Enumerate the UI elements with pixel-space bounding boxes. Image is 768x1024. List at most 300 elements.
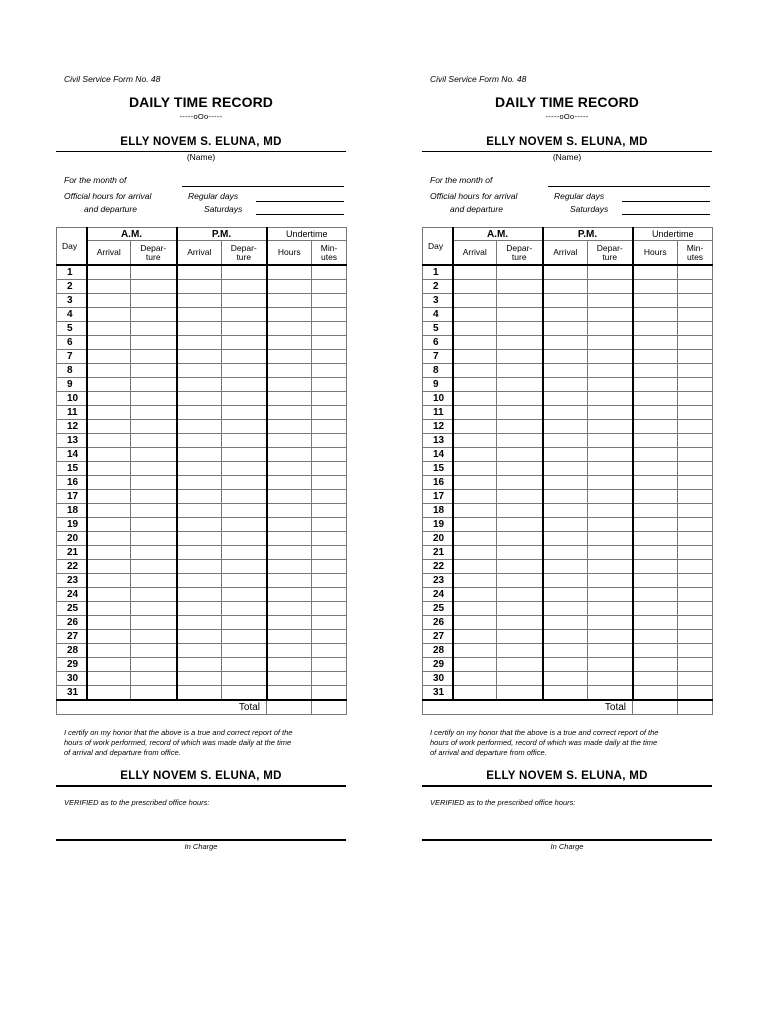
pm-arrival-cell — [543, 308, 588, 322]
am-departure-cell — [497, 378, 543, 392]
undertime-minutes-cell — [678, 434, 713, 448]
day-row — [57, 476, 347, 490]
am-arrival-cell — [87, 308, 131, 322]
am-departure-cell — [131, 686, 177, 701]
pm-arrival-header: Arrival — [543, 241, 588, 266]
pm-arrival-cell — [543, 392, 588, 406]
official-hours-label: Official hours for arrival — [430, 191, 518, 201]
am-arrival-cell — [453, 420, 497, 434]
day-row — [423, 378, 713, 392]
pm-departure-cell — [222, 546, 267, 560]
day-number: 27 — [423, 630, 453, 644]
pm-arrival-cell — [177, 336, 222, 350]
day-number: 23 — [423, 574, 453, 588]
time-record-table — [422, 227, 713, 715]
day-number: 15 — [57, 462, 87, 476]
undertime-minutes-cell — [678, 546, 713, 560]
day-row — [57, 420, 347, 434]
undertime-hours-cell — [267, 336, 312, 350]
am-departure-cell — [497, 420, 543, 434]
undertime-hours-cell — [267, 280, 312, 294]
undertime-minutes-cell — [312, 350, 347, 364]
undertime-hours-cell — [633, 378, 678, 392]
am-arrival-cell — [87, 602, 131, 616]
undertime-hours-cell — [633, 616, 678, 630]
undertime-hours-cell — [633, 672, 678, 686]
pm-departure-cell — [588, 504, 633, 518]
pm-departure-cell — [588, 280, 633, 294]
day-number: 2 — [423, 280, 453, 294]
am-departure-cell — [131, 265, 177, 280]
day-number: 30 — [423, 672, 453, 686]
day-number: 24 — [423, 588, 453, 602]
day-number: 3 — [423, 294, 453, 308]
day-number: 9 — [57, 378, 87, 392]
pm-departure-cell — [588, 265, 633, 280]
pm-arrival-cell — [543, 560, 588, 574]
am-arrival-cell — [453, 574, 497, 588]
undertime-minutes-cell — [678, 658, 713, 672]
pm-departure-cell — [222, 406, 267, 420]
am-departure-cell — [497, 504, 543, 518]
pm-departure-cell — [222, 504, 267, 518]
undertime-hours-cell — [267, 490, 312, 504]
certification-text — [430, 728, 710, 758]
pm-arrival-cell — [543, 280, 588, 294]
day-number: 31 — [57, 686, 87, 701]
am-arrival-cell — [87, 686, 131, 701]
pm-departure-cell — [588, 322, 633, 336]
undertime-hours-cell — [267, 265, 312, 280]
pm-departure-cell — [222, 490, 267, 504]
am-departure-cell — [131, 406, 177, 420]
day-row — [57, 448, 347, 462]
day-row — [423, 532, 713, 546]
total-minutes-cell — [678, 700, 713, 715]
undertime-hours-cell — [633, 308, 678, 322]
undertime-minutes-cell — [312, 532, 347, 546]
regular-days-field-line — [256, 201, 344, 202]
undertime-minutes-cell — [312, 686, 347, 701]
pm-arrival-cell — [543, 532, 588, 546]
day-row — [423, 265, 713, 280]
day-number: 3 — [57, 294, 87, 308]
day-row — [57, 658, 347, 672]
day-number: 5 — [57, 322, 87, 336]
pm-departure-cell — [222, 602, 267, 616]
pm-departure-cell — [222, 574, 267, 588]
day-number: 22 — [57, 560, 87, 574]
am-arrival-cell — [87, 630, 131, 644]
pm-arrival-cell — [177, 630, 222, 644]
am-departure-cell — [131, 518, 177, 532]
am-arrival-cell — [453, 336, 497, 350]
pm-departure-cell — [222, 336, 267, 350]
undertime-minutes-cell — [312, 392, 347, 406]
am-departure-cell — [131, 434, 177, 448]
in-charge-label: In Charge — [184, 842, 218, 851]
am-arrival-cell — [87, 672, 131, 686]
am-arrival-cell — [453, 630, 497, 644]
undertime-hours-cell — [267, 364, 312, 378]
certification-line: of arrival and departure from office. — [430, 748, 547, 757]
form-number: Civil Service Form No. 48 — [64, 74, 161, 84]
undertime-minutes-cell — [678, 490, 713, 504]
undertime-hours-cell — [267, 616, 312, 630]
undertime-minutes-cell — [678, 280, 713, 294]
day-number: 6 — [423, 336, 453, 350]
undertime-minutes-cell — [678, 378, 713, 392]
am-arrival-cell — [453, 378, 497, 392]
undertime-hours-cell — [267, 322, 312, 336]
day-header: Day — [423, 228, 453, 266]
am-departure-cell — [131, 602, 177, 616]
day-row — [57, 336, 347, 350]
pm-arrival-cell — [543, 476, 588, 490]
undertime-hours-cell — [633, 574, 678, 588]
pm-arrival-cell — [543, 294, 588, 308]
undertime-header: Undertime — [633, 228, 713, 241]
pm-arrival-cell — [543, 616, 588, 630]
am-arrival-cell — [87, 490, 131, 504]
am-arrival-cell — [453, 265, 497, 280]
pm-departure-cell — [222, 308, 267, 322]
undertime-minutes-cell — [678, 616, 713, 630]
am-arrival-cell — [87, 280, 131, 294]
day-row — [57, 546, 347, 560]
day-row — [423, 686, 713, 701]
undertime-hours-cell — [633, 532, 678, 546]
day-number: 12 — [423, 420, 453, 434]
am-arrival-cell — [87, 644, 131, 658]
undertime-minutes-cell — [312, 448, 347, 462]
day-row — [57, 616, 347, 630]
day-number: 17 — [57, 490, 87, 504]
pm-arrival-cell — [543, 448, 588, 462]
day-number: 11 — [423, 406, 453, 420]
day-number: 31 — [423, 686, 453, 701]
am-departure-cell — [497, 644, 543, 658]
am-departure-cell — [497, 294, 543, 308]
employee-signature-name: ELLY NOVEM S. ELUNA, MD — [120, 770, 282, 782]
day-row — [423, 490, 713, 504]
certification-line: I certify on my honor that the above is a true and correct report of the — [64, 728, 293, 737]
am-arrival-cell — [453, 686, 497, 701]
am-departure-cell — [497, 434, 543, 448]
pm-arrival-cell — [543, 406, 588, 420]
regular-days-label: Regular days — [554, 191, 605, 201]
pm-departure-cell — [588, 672, 633, 686]
pm-arrival-cell — [177, 588, 222, 602]
am-arrival-cell — [453, 644, 497, 658]
day-number: 18 — [57, 504, 87, 518]
month-field-line — [182, 186, 344, 187]
undertime-minutes-cell — [312, 420, 347, 434]
am-arrival-cell — [87, 532, 131, 546]
pm-departure-cell — [588, 630, 633, 644]
undertime-minutes-cell — [312, 378, 347, 392]
day-number: 28 — [423, 644, 453, 658]
pm-departure-cell — [222, 518, 267, 532]
pm-arrival-cell — [543, 336, 588, 350]
day-row — [57, 434, 347, 448]
day-number: 15 — [423, 462, 453, 476]
undertime-minutes-cell — [678, 364, 713, 378]
am-departure-cell — [131, 322, 177, 336]
pm-departure-cell — [588, 350, 633, 364]
undertime-minutes-cell — [678, 392, 713, 406]
undertime-hours-cell — [267, 588, 312, 602]
am-departure-cell — [131, 560, 177, 574]
am-arrival-cell — [87, 546, 131, 560]
day-number: 19 — [423, 518, 453, 532]
day-row — [57, 308, 347, 322]
pm-departure-cell — [588, 476, 633, 490]
am-departure-cell — [497, 406, 543, 420]
day-number: 17 — [423, 490, 453, 504]
day-row — [423, 602, 713, 616]
day-header: Day — [57, 228, 87, 266]
regular-days-field-line — [622, 201, 710, 202]
pm-arrival-cell — [177, 265, 222, 280]
am-departure-cell — [497, 616, 543, 630]
am-header: A.M. — [453, 228, 543, 241]
undertime-hours-cell — [633, 476, 678, 490]
day-row — [423, 322, 713, 336]
am-arrival-cell — [453, 294, 497, 308]
am-departure-cell — [131, 378, 177, 392]
day-number: 21 — [57, 546, 87, 560]
undertime-hours-cell — [267, 350, 312, 364]
pm-arrival-cell — [177, 392, 222, 406]
pm-departure-header: Depar- ture — [588, 241, 633, 266]
am-departure-cell — [131, 420, 177, 434]
day-number: 12 — [57, 420, 87, 434]
pm-arrival-cell — [543, 265, 588, 280]
am-arrival-cell — [87, 420, 131, 434]
pm-departure-cell — [588, 644, 633, 658]
undertime-minutes-cell — [312, 504, 347, 518]
undertime-hours-cell — [267, 462, 312, 476]
am-departure-cell — [131, 644, 177, 658]
pm-arrival-header: Arrival — [177, 241, 222, 266]
pm-header: P.M. — [177, 228, 267, 241]
pm-departure-cell — [588, 420, 633, 434]
pm-arrival-cell — [177, 490, 222, 504]
am-arrival-header: Arrival — [453, 241, 497, 266]
undertime-minutes-cell — [678, 504, 713, 518]
total-hours-cell — [267, 700, 312, 715]
am-arrival-cell — [87, 378, 131, 392]
pm-departure-cell — [222, 448, 267, 462]
day-number: 25 — [57, 602, 87, 616]
am-departure-cell — [131, 364, 177, 378]
day-row — [423, 448, 713, 462]
am-departure-cell — [497, 364, 543, 378]
pm-departure-cell — [588, 658, 633, 672]
pm-arrival-cell — [177, 448, 222, 462]
am-departure-cell — [497, 350, 543, 364]
pm-arrival-cell — [177, 294, 222, 308]
pm-arrival-cell — [177, 476, 222, 490]
pm-departure-cell — [222, 686, 267, 701]
certification-line: hours of work performed, record of which was made daily at the time — [430, 738, 658, 747]
undertime-hours-cell — [633, 420, 678, 434]
pm-arrival-cell — [543, 350, 588, 364]
day-number: 18 — [423, 504, 453, 518]
undertime-hours-cell — [267, 448, 312, 462]
am-arrival-cell — [87, 574, 131, 588]
saturdays-label: Saturdays — [204, 204, 243, 214]
am-departure-cell — [497, 462, 543, 476]
am-arrival-cell — [87, 560, 131, 574]
day-row — [57, 560, 347, 574]
pm-arrival-cell — [177, 406, 222, 420]
am-departure-cell — [497, 280, 543, 294]
total-label: Total — [57, 700, 267, 715]
undertime-minutes-cell — [678, 672, 713, 686]
pm-departure-cell — [222, 265, 267, 280]
day-row — [57, 350, 347, 364]
am-departure-cell — [497, 265, 543, 280]
am-departure-cell — [131, 350, 177, 364]
pm-departure-cell — [588, 602, 633, 616]
am-departure-cell — [497, 532, 543, 546]
undertime-hours-cell — [267, 686, 312, 701]
undertime-minutes-cell — [312, 364, 347, 378]
day-row — [423, 616, 713, 630]
pm-departure-cell — [588, 364, 633, 378]
pm-arrival-cell — [177, 546, 222, 560]
undertime-hours-cell — [267, 602, 312, 616]
undertime-hours-cell — [267, 672, 312, 686]
day-number: 9 — [423, 378, 453, 392]
day-row — [57, 406, 347, 420]
pm-departure-cell — [222, 462, 267, 476]
pm-arrival-cell — [543, 588, 588, 602]
day-row — [423, 476, 713, 490]
in-charge-label: In Charge — [550, 842, 584, 851]
undertime-hours-cell — [633, 265, 678, 280]
undertime-minutes-cell — [312, 462, 347, 476]
pm-arrival-cell — [177, 574, 222, 588]
day-row — [57, 518, 347, 532]
day-row — [57, 602, 347, 616]
pm-departure-cell — [222, 280, 267, 294]
am-departure-cell — [131, 504, 177, 518]
saturdays-field-line — [256, 214, 344, 215]
day-number: 14 — [423, 448, 453, 462]
am-departure-cell — [131, 672, 177, 686]
am-arrival-cell — [453, 308, 497, 322]
am-departure-cell — [131, 308, 177, 322]
am-arrival-cell — [87, 392, 131, 406]
day-row — [57, 686, 347, 701]
pm-arrival-cell — [543, 546, 588, 560]
undertime-minutes-header: Min- utes — [312, 241, 347, 266]
undertime-hours-header: Hours — [633, 241, 678, 266]
total-minutes-cell — [312, 700, 347, 715]
am-header: A.M. — [87, 228, 177, 241]
day-number: 8 — [423, 364, 453, 378]
am-arrival-cell — [453, 616, 497, 630]
pm-departure-cell — [588, 546, 633, 560]
undertime-minutes-cell — [312, 616, 347, 630]
am-departure-cell — [497, 588, 543, 602]
undertime-hours-cell — [633, 518, 678, 532]
am-arrival-cell — [453, 364, 497, 378]
day-number: 10 — [423, 392, 453, 406]
am-arrival-cell — [87, 265, 131, 280]
official-hours-label: Official hours for arrival — [64, 191, 152, 201]
am-departure-cell — [497, 560, 543, 574]
day-number: 5 — [423, 322, 453, 336]
pm-arrival-cell — [177, 462, 222, 476]
pm-departure-cell — [222, 392, 267, 406]
undertime-hours-cell — [267, 420, 312, 434]
am-arrival-cell — [87, 658, 131, 672]
am-arrival-cell — [87, 336, 131, 350]
am-departure-cell — [497, 392, 543, 406]
am-arrival-cell — [87, 322, 131, 336]
undertime-minutes-cell — [678, 574, 713, 588]
undertime-minutes-header: Min- utes — [678, 241, 713, 266]
day-row — [423, 546, 713, 560]
pm-departure-cell — [222, 658, 267, 672]
undertime-hours-cell — [633, 406, 678, 420]
pm-arrival-cell — [543, 462, 588, 476]
am-departure-cell — [497, 336, 543, 350]
am-arrival-cell — [453, 672, 497, 686]
undertime-minutes-cell — [312, 574, 347, 588]
day-row — [423, 294, 713, 308]
am-arrival-cell — [87, 364, 131, 378]
undertime-hours-cell — [633, 630, 678, 644]
am-departure-header: Depar- ture — [497, 241, 543, 266]
day-row — [423, 280, 713, 294]
am-arrival-cell — [87, 294, 131, 308]
pm-departure-cell — [222, 322, 267, 336]
pm-arrival-cell — [543, 490, 588, 504]
pm-arrival-cell — [177, 280, 222, 294]
day-row — [423, 644, 713, 658]
undertime-minutes-cell — [678, 476, 713, 490]
am-arrival-cell — [453, 434, 497, 448]
undertime-hours-cell — [633, 686, 678, 701]
am-arrival-cell — [453, 560, 497, 574]
day-number: 19 — [57, 518, 87, 532]
day-number: 7 — [57, 350, 87, 364]
undertime-hours-cell — [633, 294, 678, 308]
day-row — [57, 644, 347, 658]
undertime-minutes-cell — [312, 588, 347, 602]
verified-text: VERIFIED as to the prescribed office hours: — [64, 798, 210, 807]
pm-arrival-cell — [177, 378, 222, 392]
title-ornament: -----oOo----- — [545, 112, 589, 121]
pm-departure-cell — [588, 434, 633, 448]
day-number: 8 — [57, 364, 87, 378]
pm-header: P.M. — [543, 228, 633, 241]
undertime-minutes-cell — [678, 294, 713, 308]
pm-arrival-cell — [543, 518, 588, 532]
day-number: 10 — [57, 392, 87, 406]
am-arrival-cell — [453, 322, 497, 336]
pm-arrival-cell — [177, 672, 222, 686]
undertime-hours-cell — [267, 630, 312, 644]
undertime-minutes-cell — [678, 686, 713, 701]
undertime-minutes-cell — [678, 322, 713, 336]
undertime-hours-cell — [267, 476, 312, 490]
